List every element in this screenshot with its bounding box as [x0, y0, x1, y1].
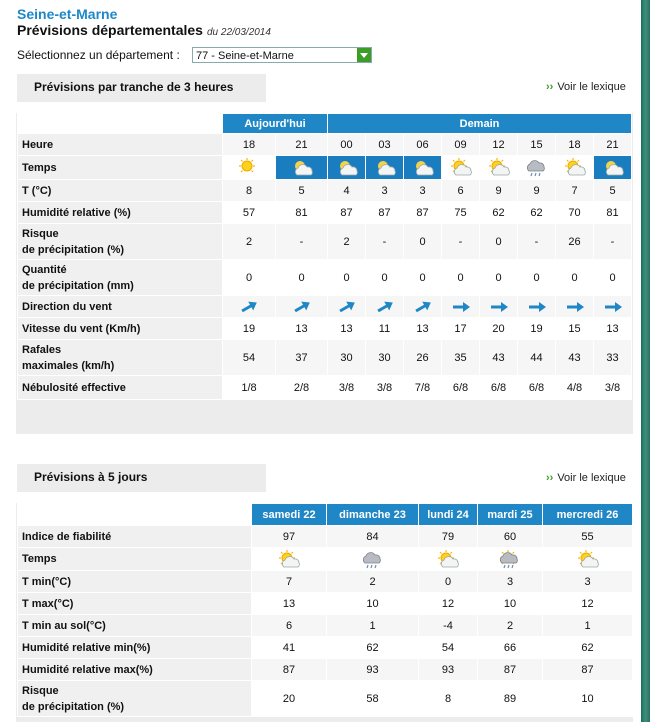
value-cell: 0 [419, 571, 478, 593]
wind-direction-cell [594, 296, 632, 318]
value-cell: 13 [276, 318, 328, 340]
value-cell: 3 [478, 571, 543, 593]
value-cell: 3/8 [328, 376, 366, 400]
value-cell: 3/8 [594, 376, 632, 400]
value-cell: 2 [328, 224, 366, 260]
table-row [18, 681, 633, 717]
value-cell: 3 [366, 180, 404, 202]
night-partly-cloudy-icon [602, 158, 624, 177]
night-partly-cloudy-icon [336, 158, 358, 177]
row-label: T min au sol(°C) [18, 615, 252, 637]
partly-cloudy-icon [564, 158, 586, 177]
value-cell: 11 [366, 318, 404, 340]
value-cell: 4/8 [556, 376, 594, 400]
value-cell: 87 [366, 202, 404, 224]
wind-arrow-icon [603, 301, 623, 313]
day-header: samedi 22 [252, 504, 327, 526]
value-cell: 2 [223, 224, 276, 260]
row-label: Direction du vent [18, 296, 223, 318]
hour-cell: 18 [556, 134, 594, 156]
row-label: Quantité de précipitation (mm) [18, 260, 223, 296]
value-cell: 81 [594, 202, 632, 224]
value-cell: 37 [276, 340, 328, 376]
value-cell: 3 [404, 180, 442, 202]
hour-cell: 03 [366, 134, 404, 156]
value-cell: 13 [594, 318, 632, 340]
department-select[interactable] [192, 47, 372, 63]
weather-cell [442, 156, 480, 180]
table-row [18, 296, 632, 318]
wind-direction-cell [518, 296, 556, 318]
value-cell: 3/8 [366, 376, 404, 400]
row-label: T max(°C) [18, 593, 252, 615]
value-cell: 81 [276, 202, 328, 224]
table-row [18, 593, 633, 615]
page-title [17, 22, 271, 38]
value-cell: 87 [404, 202, 442, 224]
row-label: Humidité relative min(%) [18, 637, 252, 659]
value-cell: 13 [328, 318, 366, 340]
hour-cell: 15 [518, 134, 556, 156]
table-row [18, 615, 633, 637]
value-cell: 1 [543, 615, 633, 637]
value-cell: 35 [442, 340, 480, 376]
value-cell: 12 [543, 593, 633, 615]
wind-arrow-icon [451, 301, 471, 313]
rain-icon [526, 158, 548, 177]
table-row [18, 134, 632, 156]
hour-cell: 09 [442, 134, 480, 156]
value-cell: 89 [478, 681, 543, 717]
day-header: dimanche 23 [327, 504, 419, 526]
weather-cell [556, 156, 594, 180]
value-cell: 13 [252, 593, 327, 615]
value-cell: 12 [419, 593, 478, 615]
value-cell: 10 [478, 593, 543, 615]
value-cell: 57 [223, 202, 276, 224]
value-cell: 43 [480, 340, 518, 376]
table-row [18, 548, 633, 571]
hour-cell: 21 [276, 134, 328, 156]
daily-section-tab: Prévisions à 5 jours [17, 464, 266, 492]
table-row [18, 156, 632, 180]
row-label: Vitesse du vent (Km/h) [18, 318, 223, 340]
wind-direction-cell [442, 296, 480, 318]
value-cell: 10 [327, 593, 419, 615]
row-label: Nébulosité effective [18, 376, 223, 400]
forecast-date: du 22/03/2014 [206, 27, 271, 38]
value-cell: -4 [419, 615, 478, 637]
value-cell: 62 [327, 637, 419, 659]
value-cell: 66 [478, 637, 543, 659]
value-cell: 17 [442, 318, 480, 340]
value-cell: 0 [480, 260, 518, 296]
value-cell: 58 [327, 681, 419, 717]
value-cell: 5 [276, 180, 328, 202]
value-cell: 87 [252, 659, 327, 681]
wind-direction-cell [556, 296, 594, 318]
value-cell: 33 [594, 340, 632, 376]
value-cell: 8 [419, 681, 478, 717]
wind-direction-cell [366, 296, 404, 318]
row-label: T (°C) [18, 180, 223, 202]
weather-cell [518, 156, 556, 180]
row-label: T min(°C) [18, 571, 252, 593]
value-cell: 54 [419, 637, 478, 659]
value-cell: 84 [327, 526, 419, 548]
wind-direction-cell [223, 296, 276, 318]
value-cell: 60 [478, 526, 543, 548]
value-cell: 93 [419, 659, 478, 681]
partly-cloudy-icon [278, 550, 300, 569]
group-tomorrow: Demain [328, 114, 632, 134]
value-cell: 15 [556, 318, 594, 340]
value-cell: 9 [480, 180, 518, 202]
value-cell: 70 [556, 202, 594, 224]
daily-forecast-table [17, 503, 633, 717]
hourly-section-tab: Prévisions par tranche de 3 heures [17, 74, 266, 102]
page-title-text: Prévisions départementales [17, 22, 203, 38]
weather-cell [594, 156, 632, 180]
value-cell: 30 [328, 340, 366, 376]
chevron-right-icon: ›› [546, 472, 554, 484]
partly-cloudy-icon [488, 158, 510, 177]
value-cell: 87 [478, 659, 543, 681]
value-cell: 0 [442, 260, 480, 296]
header-spacer [18, 504, 252, 526]
value-cell: 62 [543, 637, 633, 659]
value-cell: 0 [594, 260, 632, 296]
value-cell: 87 [543, 659, 633, 681]
value-cell: 6 [252, 615, 327, 637]
value-cell: 1 [327, 615, 419, 637]
wind-direction-cell [480, 296, 518, 318]
value-cell: 43 [556, 340, 594, 376]
row-label-weather: Temps [18, 548, 252, 571]
hourly-group-header [18, 114, 632, 134]
table-row [18, 526, 633, 548]
weather-cell [478, 548, 543, 571]
value-cell: 44 [518, 340, 556, 376]
value-cell: 8 [223, 180, 276, 202]
table-row [18, 318, 632, 340]
wind-arrow-icon [489, 301, 509, 313]
value-cell: 2 [327, 571, 419, 593]
daily-header [18, 504, 633, 526]
value-cell: 3 [543, 571, 633, 593]
value-cell: - [366, 224, 404, 260]
table-row [18, 260, 632, 296]
rain-sun-icon [499, 550, 521, 569]
table-row [18, 659, 633, 681]
sun-icon [238, 158, 260, 177]
table-row [18, 202, 632, 224]
table-row [18, 376, 632, 400]
value-cell: 6 [442, 180, 480, 202]
weather-cell [327, 548, 419, 571]
value-cell: 54 [223, 340, 276, 376]
hour-cell: 12 [480, 134, 518, 156]
value-cell: 87 [328, 202, 366, 224]
department-select-value: 77 - Seine-et-Marne [196, 50, 294, 62]
weather-cell [328, 156, 366, 180]
value-cell: - [594, 224, 632, 260]
value-cell: 1/8 [223, 376, 276, 400]
value-cell: 6/8 [518, 376, 556, 400]
night-partly-cloudy-icon [374, 158, 396, 177]
row-label-hour: Heure [18, 134, 223, 156]
value-cell: - [276, 224, 328, 260]
wind-direction-cell [328, 296, 366, 318]
value-cell: 0 [404, 260, 442, 296]
hour-cell: 06 [404, 134, 442, 156]
hour-cell: 21 [594, 134, 632, 156]
value-cell: 0 [518, 260, 556, 296]
hour-cell: 00 [328, 134, 366, 156]
value-cell: 13 [404, 318, 442, 340]
weather-cell [480, 156, 518, 180]
chevron-down-icon[interactable] [357, 48, 371, 62]
night-partly-cloudy-icon [412, 158, 434, 177]
value-cell: 20 [252, 681, 327, 717]
weather-cell [404, 156, 442, 180]
table-row [18, 224, 632, 260]
value-cell: 7/8 [404, 376, 442, 400]
value-cell: - [518, 224, 556, 260]
value-cell: 7 [252, 571, 327, 593]
value-cell: 62 [518, 202, 556, 224]
hourly-forecast-table [17, 113, 632, 400]
partly-cloudy-icon [437, 550, 459, 569]
value-cell: 0 [276, 260, 328, 296]
rain-icon [362, 550, 384, 569]
row-label-weather: Temps [18, 156, 223, 180]
value-cell: 0 [404, 224, 442, 260]
row-label: Humidité relative (%) [18, 202, 223, 224]
value-cell: 0 [556, 260, 594, 296]
wind-arrow-icon [413, 301, 433, 313]
value-cell: 9 [518, 180, 556, 202]
day-header: mardi 25 [478, 504, 543, 526]
row-label: Indice de fiabilité [18, 526, 252, 548]
night-partly-cloudy-icon [291, 158, 313, 177]
partly-cloudy-icon [577, 550, 599, 569]
day-header: mercredi 26 [543, 504, 633, 526]
wind-arrow-icon [239, 301, 259, 313]
weather-cell [543, 548, 633, 571]
lexique-link-label: Voir le lexique [557, 81, 626, 93]
table-row [18, 180, 632, 202]
table-row [18, 637, 633, 659]
weather-cell [419, 548, 478, 571]
wind-direction-cell [276, 296, 328, 318]
row-label: Risque de précipitation (%) [18, 224, 223, 260]
value-cell: 2 [478, 615, 543, 637]
wind-arrow-icon [565, 301, 585, 313]
value-cell: 6/8 [480, 376, 518, 400]
value-cell: 62 [480, 202, 518, 224]
department-select-label: Sélectionnez un département : [17, 48, 180, 62]
lexique-link-hourly[interactable] [546, 81, 626, 93]
wind-arrow-icon [527, 301, 547, 313]
value-cell: 0 [223, 260, 276, 296]
weather-cell [366, 156, 404, 180]
value-cell: 26 [404, 340, 442, 376]
value-cell: 5 [594, 180, 632, 202]
wind-direction-cell [404, 296, 442, 318]
lexique-link-label: Voir le lexique [557, 472, 626, 484]
value-cell: 4 [328, 180, 366, 202]
value-cell: 79 [419, 526, 478, 548]
lexique-link-daily[interactable] [546, 472, 626, 484]
group-today: Aujourd'hui [223, 114, 328, 134]
row-label: Rafales maximales (km/h) [18, 340, 223, 376]
value-cell: 7 [556, 180, 594, 202]
wind-arrow-icon [292, 301, 312, 313]
table-row [18, 571, 633, 593]
value-cell: 41 [252, 637, 327, 659]
value-cell: 97 [252, 526, 327, 548]
window-edge [641, 0, 650, 722]
region-title: Seine-et-Marne [17, 6, 118, 22]
header-spacer [18, 114, 223, 134]
row-label: Risque de précipitation (%) [18, 681, 252, 717]
wind-arrow-icon [375, 301, 395, 313]
chevron-right-icon: ›› [546, 81, 554, 93]
weather-cell [252, 548, 327, 571]
value-cell: 0 [328, 260, 366, 296]
value-cell: - [442, 224, 480, 260]
value-cell: 0 [480, 224, 518, 260]
hour-cell: 18 [223, 134, 276, 156]
weather-cell [276, 156, 328, 180]
weather-cell [223, 156, 276, 180]
value-cell: 55 [543, 526, 633, 548]
row-label: Humidité relative max(%) [18, 659, 252, 681]
partly-cloudy-icon [450, 158, 472, 177]
table-row [18, 340, 632, 376]
value-cell: 0 [366, 260, 404, 296]
value-cell: 93 [327, 659, 419, 681]
day-header: lundi 24 [419, 504, 478, 526]
value-cell: 26 [556, 224, 594, 260]
value-cell: 30 [366, 340, 404, 376]
value-cell: 6/8 [442, 376, 480, 400]
value-cell: 10 [543, 681, 633, 717]
value-cell: 19 [518, 318, 556, 340]
value-cell: 20 [480, 318, 518, 340]
value-cell: 75 [442, 202, 480, 224]
wind-arrow-icon [337, 301, 357, 313]
value-cell: 2/8 [276, 376, 328, 400]
value-cell: 19 [223, 318, 276, 340]
